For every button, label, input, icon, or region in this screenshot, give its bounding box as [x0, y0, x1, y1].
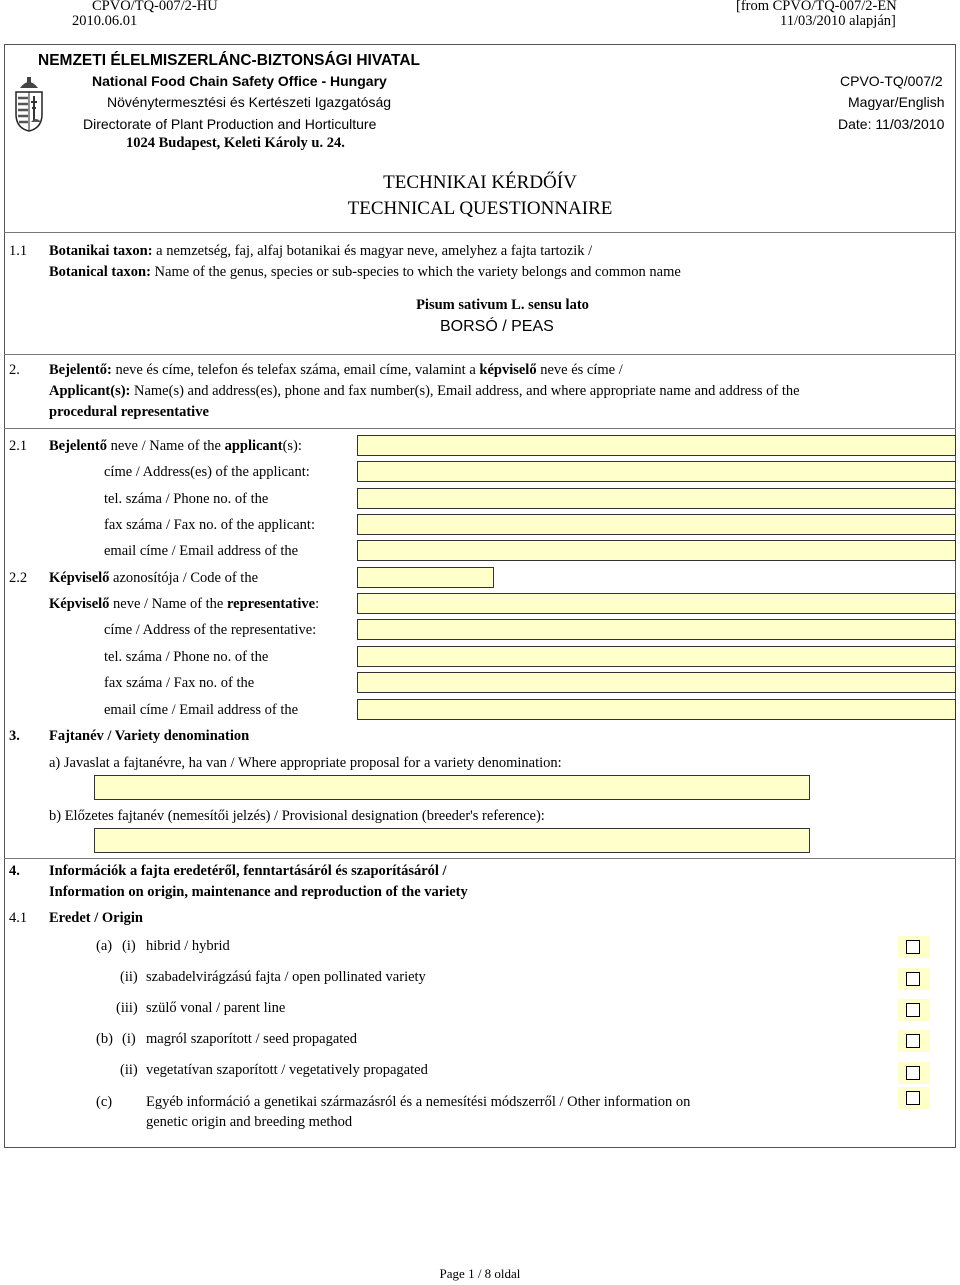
applicant-phone-input[interactable]	[357, 488, 956, 509]
divider	[4, 428, 956, 429]
header-left-code: CPVO/TQ-007/2-HU	[92, 0, 218, 14]
section-1-1-hu: Botanikai taxon: a nemzetség, faj, alfaj botanikai és magyar neve, amelyhez a fajta tartozik /	[49, 243, 593, 259]
divider	[4, 232, 956, 233]
representative-name-input[interactable]	[357, 593, 956, 614]
section-2-hu: Bejelentő: neve és címe, telefon és telefax száma, email címe, valamint a képviselő neve és címe /	[49, 362, 623, 378]
section-2-en-cont: procedural representative	[49, 404, 209, 420]
origin-open-pollinated-label: szabadelvirágzású fajta / open pollinated variety	[146, 969, 426, 985]
proposed-denomination-input[interactable]	[94, 775, 810, 800]
document-date: Date: 11/03/2010	[838, 116, 945, 132]
provisional-designation-label: b) Előzetes fajtanév (nemesítői jelzés) / Provisional designation (breeder's reference):	[49, 808, 545, 824]
origin-roman-label: (i)	[122, 1031, 136, 1047]
section-2-number: 2.	[9, 362, 20, 378]
office-name-en: National Food Chain Safety Office - Hungary	[92, 73, 387, 89]
document-ref: CPVO-TQ/007/2	[840, 73, 943, 89]
section-4-heading-hu: Információk a fajta eredetéről, fenntartásáról és szaporításáról /	[49, 863, 447, 879]
section-4-number: 4.	[9, 863, 20, 879]
origin-roman-label: (ii)	[120, 969, 138, 985]
origin-group-label: (b)	[96, 1031, 113, 1047]
section-4-1-number: 4.1	[9, 910, 28, 926]
office-address: 1024 Budapest, Keleti Károly u. 24.	[126, 135, 345, 151]
applicant-name-input[interactable]	[357, 435, 956, 456]
origin-parent-line-checkbox[interactable]	[898, 999, 930, 1021]
origin-other-label-cont: genetic origin and breeding method	[146, 1114, 353, 1130]
origin-vegetative-label: vegetatívan szaporított / vegetatively propagated	[146, 1062, 428, 1078]
directorate-en: Directorate of Plant Production and Horticulture	[83, 116, 377, 132]
representative-phone-input[interactable]	[357, 646, 956, 667]
office-name-hu: NEMZETI ÉLELMISZERLÁNC-BIZTONSÁGI HIVATAL	[38, 52, 421, 69]
origin-group-label: (a)	[96, 938, 113, 954]
page-number: Page 1 / 8 oldal	[439, 1266, 521, 1281]
representative-address-label: címe / Address of the representative:	[104, 622, 317, 638]
header-left-date: 2010.06.01	[72, 13, 138, 29]
species-name: Pisum sativum L. sensu lato	[416, 297, 589, 313]
section-4-1-heading: Eredet / Origin	[49, 910, 143, 926]
representative-fax-input[interactable]	[357, 672, 956, 693]
origin-hybrid-checkbox[interactable]	[898, 936, 930, 958]
origin-roman-label: (ii)	[120, 1062, 138, 1078]
applicant-email-input[interactable]	[357, 540, 956, 561]
proposed-denomination-label: a) Javaslat a fajtanévre, ha van / Where appropriate proposal for a variety denomination:	[49, 755, 562, 771]
origin-seed-propagated-label: magról szaporított / seed propagated	[146, 1031, 357, 1047]
origin-vegetative-checkbox[interactable]	[898, 1062, 930, 1084]
origin-group-label: (c)	[96, 1094, 113, 1110]
section-3-number: 3.	[9, 728, 20, 744]
applicant-fax-label: fax száma / Fax no. of the applicant:	[104, 517, 315, 533]
origin-roman-label: (iii)	[116, 1000, 138, 1016]
applicant-name-label: Bejelentő neve / Name of the applicant(s):	[49, 438, 302, 454]
section-2-en: Applicant(s): Name(s) and address(es), phone and fax number(s), Email address, and where appropriate name and address of the	[49, 383, 800, 399]
origin-hybrid-label: hibrid / hybrid	[146, 938, 230, 954]
applicant-address-input[interactable]	[357, 461, 956, 482]
applicant-fax-input[interactable]	[357, 514, 956, 535]
origin-other-checkbox[interactable]	[898, 1087, 930, 1109]
divider	[4, 354, 956, 355]
divider	[4, 858, 956, 859]
origin-open-pollinated-checkbox[interactable]	[898, 968, 930, 990]
applicant-phone-label: tel. száma / Phone no. of the	[104, 491, 269, 507]
section-2-2-number: 2.2	[9, 570, 28, 586]
provisional-designation-input[interactable]	[94, 828, 810, 853]
origin-seed-propagated-checkbox[interactable]	[898, 1030, 930, 1052]
origin-other-label: Egyéb információ a genetikai származásról és a nemesítési módszerről / Other information on	[146, 1094, 691, 1110]
representative-email-input[interactable]	[357, 699, 956, 720]
section-1-1-en: Botanical taxon: Name of the genus, species or sub-species to which the variety belongs and common name	[49, 264, 681, 280]
origin-parent-line-label: szülő vonal / parent line	[146, 1000, 286, 1016]
header-right-basis: 11/03/2010 alapján]	[780, 13, 896, 29]
representative-email-label: email címe / Email address of the	[104, 702, 299, 718]
applicant-email-label: email címe / Email address of the	[104, 543, 299, 559]
coat-of-arms-icon	[12, 76, 46, 137]
representative-fax-label: fax száma / Fax no. of the	[104, 675, 255, 691]
section-4-heading-en: Information on origin, maintenance and reproduction of the variety	[49, 884, 468, 900]
representative-code-input[interactable]	[357, 567, 494, 588]
origin-roman-label: (i)	[122, 938, 136, 954]
representative-code-label: Képviselő azonosítója / Code of the	[49, 570, 259, 586]
title-hu: TECHNIKAI KÉRDŐÍV	[383, 172, 577, 193]
header-right-code: [from CPVO/TQ-007/2-EN	[736, 0, 897, 14]
section-3-heading: Fajtanév / Variety denomination	[49, 728, 250, 744]
representative-name-label: Képviselő neve / Name of the representative:	[49, 596, 320, 612]
section-2-1-number: 2.1	[9, 438, 28, 454]
document-language: Magyar/English	[848, 94, 945, 110]
directorate-hu: Növénytermesztési és Kertészeti Igazgatóság	[107, 94, 392, 110]
common-name: BORSÓ / PEAS	[440, 318, 554, 335]
section-1-1-number: 1.1	[9, 243, 28, 259]
representative-address-input[interactable]	[357, 619, 956, 640]
representative-phone-label: tel. száma / Phone no. of the	[104, 649, 269, 665]
applicant-address-label: címe / Address(es) of the applicant:	[104, 464, 310, 480]
title-en: TECHNICAL QUESTIONNAIRE	[347, 198, 613, 219]
